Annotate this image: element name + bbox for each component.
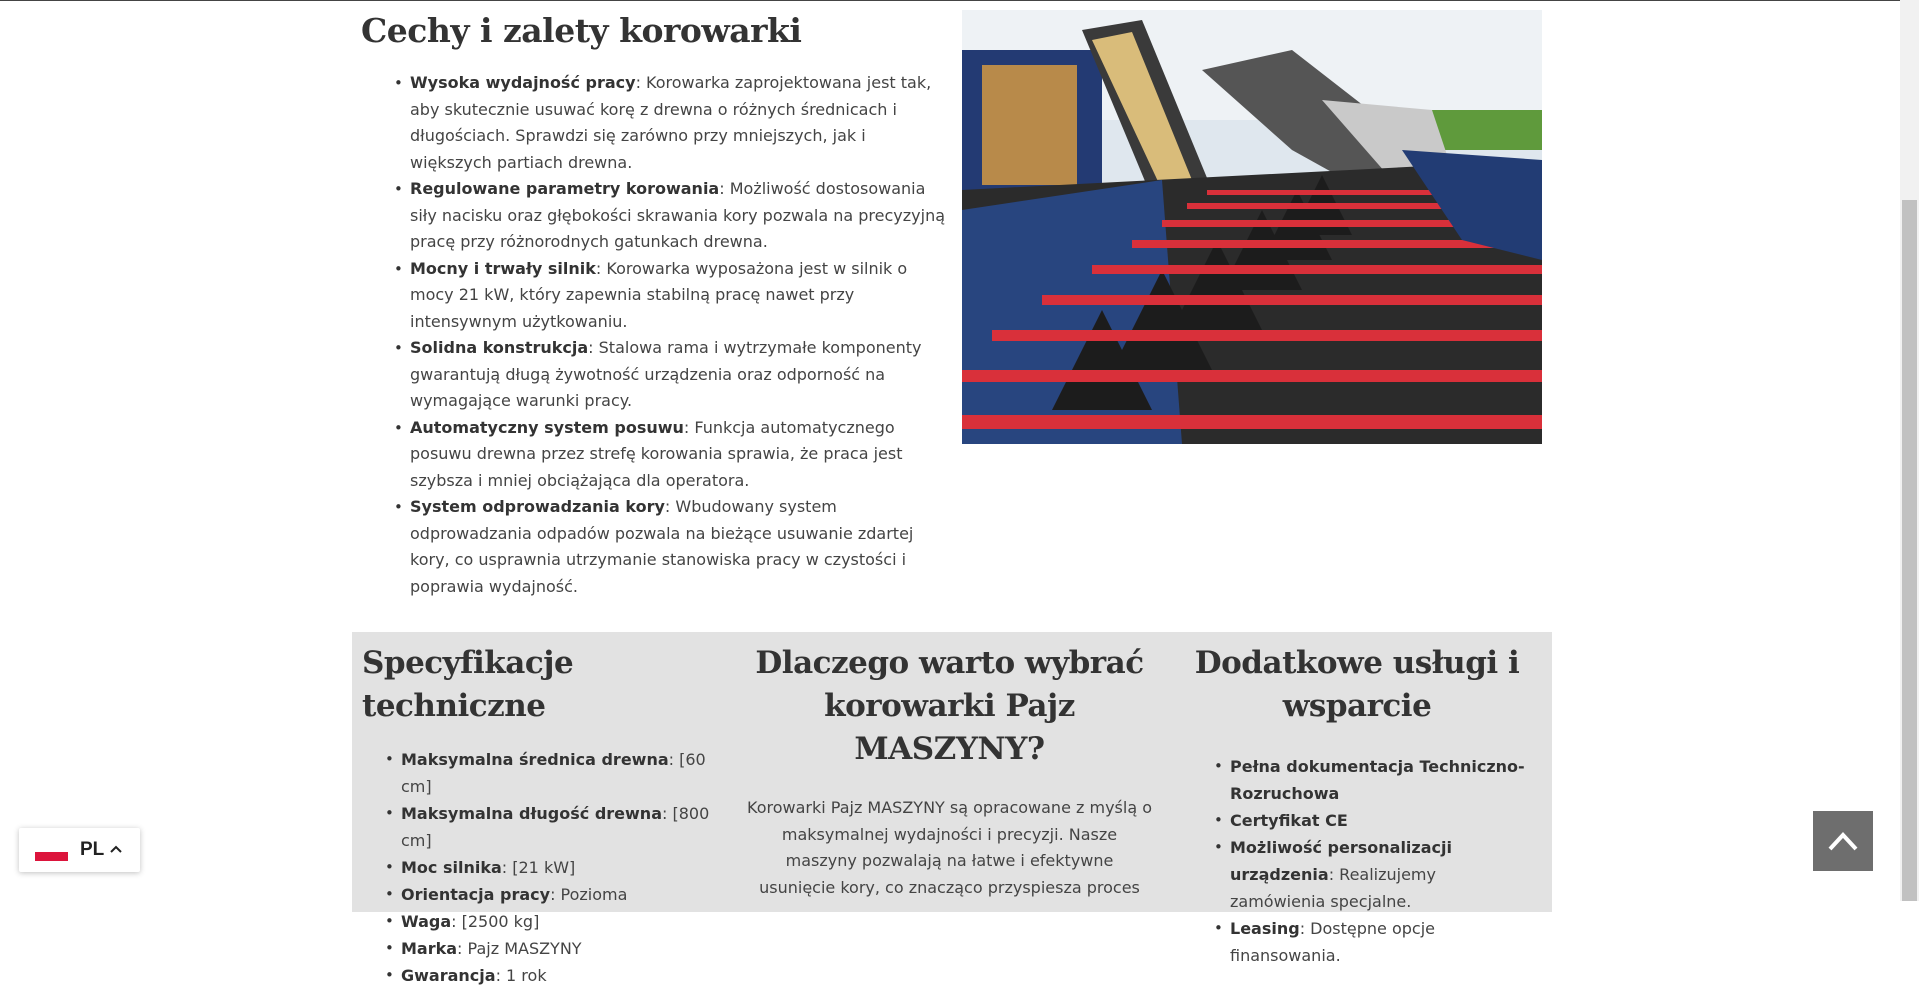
why-paragraph: Korowarki Pajz MASZYNY są opracowane z myślą o maksymalnej wydajności i precyzji. Nasze maszyny pozwalają na łatwe i efektywne usunięcie kory, co znacząco przyspiesza proces <box>747 798 1152 897</box>
list-item <box>1230 834 1527 915</box>
spec-name: Marka <box>401 939 458 958</box>
list-item <box>410 176 946 256</box>
list-item <box>1230 807 1527 834</box>
language-switcher[interactable] <box>19 828 140 872</box>
spec-value: : [800 cm] <box>401 804 710 850</box>
list-item <box>401 881 732 908</box>
chevron-up-icon <box>110 842 122 857</box>
language-code: PL <box>80 839 105 860</box>
specs-list <box>362 746 732 989</box>
feature-name: Mocny i trwały silnik <box>410 258 596 278</box>
spec-name: Gwarancja <box>401 966 496 985</box>
info-band <box>352 632 1552 985</box>
services-column <box>1187 632 1527 969</box>
why-heading: Dlaczego warto wybrać korowarki Pajz MASZYNY? <box>755 645 1144 767</box>
chevron-up-icon <box>1828 831 1858 851</box>
service-name: Certyfikat CE <box>1230 811 1348 830</box>
feature-name: Regulowane parametry korowania <box>410 179 720 198</box>
spec-name: Orientacja pracy <box>401 885 551 904</box>
poland-flag-icon <box>35 844 68 861</box>
spec-name: Waga <box>401 912 452 931</box>
services-heading: Dodatkowe usługi i wsparcie <box>1194 645 1520 724</box>
spec-value: : [60 cm] <box>401 750 706 796</box>
back-to-top-button[interactable] <box>1813 811 1873 871</box>
specs-column <box>362 632 732 989</box>
feature-desc: : Funkcja automatycznego posuwu drewna przez strefę korowania sprawia, że praca jest szybsza i mniej obciążająca dla operatora. <box>410 417 903 490</box>
spec-name: Maksymalna długość drewna <box>401 804 662 823</box>
service-name: Możliwość personalizacji urządzenia <box>1230 838 1452 884</box>
feature-desc: : Stalowa rama i wytrzymałe komponenty gwarantują długą żywotność urządzenia oraz odporność na wymagające warunki pracy. <box>410 338 922 410</box>
list-item <box>401 908 732 935</box>
list-item <box>410 335 946 415</box>
features-heading: Cechy i zalety korowarki <box>361 11 802 50</box>
spec-value: : 1 rok <box>495 966 547 985</box>
feature-desc: : Możliwość dostosowania siły nacisku oraz głębokości skrawania kory pozwala na precyzyjną pracę przy różnorodnych gatunkach drewna. <box>410 179 946 251</box>
service-name: Pełna dokumentacja Techniczno-Rozruchowa <box>1230 757 1525 803</box>
why-column <box>747 632 1152 901</box>
list-item <box>401 800 732 854</box>
feature-desc: : Korowarka wyposażona jest w silnik o mocy 21 kW, który zapewnia stabilną pracę nawet przy intensywnym użytkowaniu. <box>410 258 908 331</box>
list-item <box>401 935 732 962</box>
spec-value: : [2500 kg] <box>451 912 540 931</box>
features-list <box>361 70 946 600</box>
list-item <box>410 70 946 176</box>
feature-name: Solidna konstrukcja <box>410 338 589 357</box>
feature-desc: : Wbudowany system odprowadzania odpadów pozwala na bieżące usuwanie zdartej kory, co usprawnia utrzymanie stanowiska pracy w czystości i poprawia wydajność. <box>410 497 914 596</box>
spec-value: : Pajz MASZYNY <box>457 939 582 958</box>
list-item <box>1230 915 1527 969</box>
top-border <box>0 0 1900 1</box>
feature-name: Automatyczny system posuwu <box>410 417 684 437</box>
feature-name: System odprowadzania kory <box>410 497 665 516</box>
list-item <box>401 854 732 881</box>
list-item <box>410 256 946 336</box>
debarker-machine-photo <box>962 10 1542 444</box>
list-item <box>1230 753 1527 807</box>
feature-name: Wysoka wydajność pracy <box>410 73 636 92</box>
spec-value: : Pozioma <box>550 885 628 904</box>
list-item <box>401 962 732 989</box>
scrollbar-thumb[interactable] <box>1902 200 1917 901</box>
list-item <box>410 494 946 600</box>
spec-name: Moc silnika <box>401 858 502 877</box>
spec-name: Maksymalna średnica drewna <box>401 750 669 769</box>
service-desc: : Realizujemy zamówienia specjalne. <box>1230 865 1436 911</box>
features-text <box>361 10 946 600</box>
service-name: Leasing <box>1230 919 1300 938</box>
services-list <box>1187 753 1527 969</box>
list-item <box>410 415 946 495</box>
specs-heading: Specyfikacje techniczne <box>362 645 574 724</box>
page-scrollbar[interactable] <box>1900 0 1919 901</box>
service-desc: : Dostępne opcje finansowania. <box>1230 919 1435 965</box>
spec-value: : [21 kW] <box>501 858 576 877</box>
list-item <box>401 746 732 800</box>
feature-desc: : Korowarka zaprojektowana jest tak, aby skutecznie usuwać korę z drewna o różnych średnicach i długościach. Sprawdzi się zarówno przy mniejszych, jak i większych partiach drewna. <box>410 73 932 172</box>
